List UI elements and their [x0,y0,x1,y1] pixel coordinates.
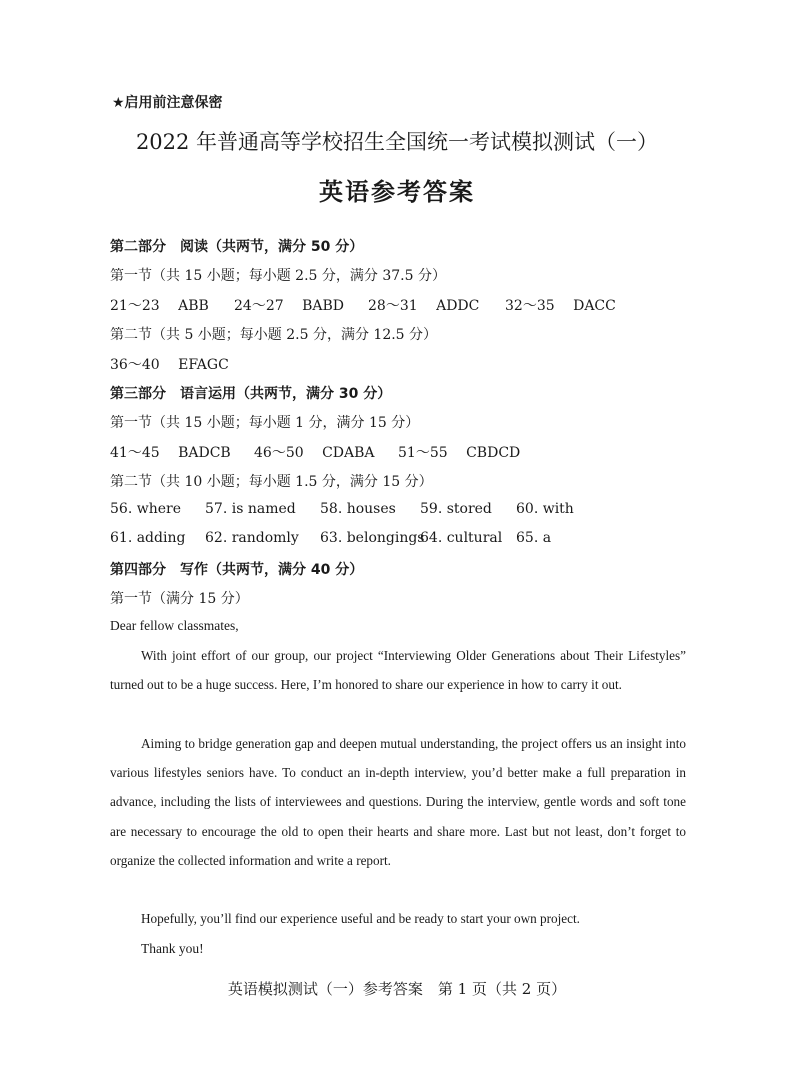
answer-range: 51～55 [398,445,448,461]
fill-answer: 59. stored [420,501,492,517]
part2-section1-label: 第一节（共 15 小题；每小题 2.5 分，满分 37.5 分） [110,268,446,284]
answer-range: 28～31 [368,298,418,314]
answer-range: 21～23 [110,298,160,314]
letter-paragraph: Hopefully, you’ll find our experience useful and be ready to start your own project. [141,911,580,926]
part3-heading: 第三部分 语言运用（共两节，满分 30 分） [110,386,392,402]
answer-letters: ADDC [436,298,480,314]
part2-heading: 第二部分 阅读（共两节，满分 50 分） [110,239,364,255]
part3-section1-label: 第一节（共 15 小题；每小题 1 分，满分 15 分） [110,415,420,431]
answer-range: 41～45 [110,445,160,461]
answer-group [368,295,479,315]
answer-group [254,442,375,462]
answer-letters: CDABA [322,445,375,461]
answer-letters: BADCB [178,445,231,461]
fill-answer: 65. a [516,530,552,546]
fill-answer: 62. randomly [205,530,299,546]
answer-letters: BABD [302,298,345,314]
answer-group [110,442,231,462]
exam-title: 2022 年普通高等学校招生全国统一考试模拟测试（一） [135,130,659,154]
answer-letters: DACC [573,298,616,314]
part3-section2-label: 第二节（共 10 小题；每小题 1.5 分，满分 15 分） [110,474,433,490]
answer-letters: ABB [178,298,209,314]
letter-paragraph: With joint effort of our group, our project “Interviewing Older Generations about Their Lifestyles” turned out to be a huge success. Here, I’m honored to share our experience in how to carry it out. [110,648,686,693]
letter-paragraph: Aiming to bridge generation gap and deepen mutual understanding, the project offers us an insight into various lifestyles seniors have. To conduct an in-depth interview, you’d better make a full preparation in advance, including the lists of interviewees and questions. During the interview, gentle words and soft tone are necessary to encourage the old to open their hearts and share more. Last but not least, don’t forget to organize the collected information and write a report. [110,736,686,868]
answer-group [234,295,344,315]
letter-closing: Thank you! [141,941,204,956]
fill-answer: 64. cultural [420,530,503,546]
fill-answer: 61. adding [110,530,186,546]
part2-section2-label: 第二节（共 5 小题；每小题 2.5 分，满分 12.5 分） [110,327,438,343]
answer-letters: CBDCD [466,445,521,461]
page-footer: 英语模拟测试（一）参考答案 第 1 页（共 2 页） [227,980,567,998]
part4-section1-label: 第一节（满分 15 分） [110,591,249,607]
answer-range: 24～27 [234,298,284,314]
fill-answer: 57. is named [205,501,296,517]
letter-salutation: Dear fellow classmates, [110,618,239,633]
answer-group [110,354,229,374]
answer-range: 32～35 [505,298,555,314]
fill-answer: 60. with [516,501,574,517]
answer-group [110,295,209,315]
answer-group [398,442,520,462]
answer-letters: EFAGC [178,357,229,373]
confidential-notice: ★启用前注意保密 [112,95,223,111]
answer-range: 36～40 [110,357,160,373]
fill-answer: 63. belongings [320,530,425,546]
answer-range: 46～50 [254,445,304,461]
answer-group [505,295,616,315]
fill-answer: 58. houses [320,501,396,517]
fill-answer: 56. where [110,501,181,517]
part4-heading: 第四部分 写作（共两节，满分 40 分） [110,562,364,578]
answer-key-title: 英语参考答案 [319,178,475,206]
